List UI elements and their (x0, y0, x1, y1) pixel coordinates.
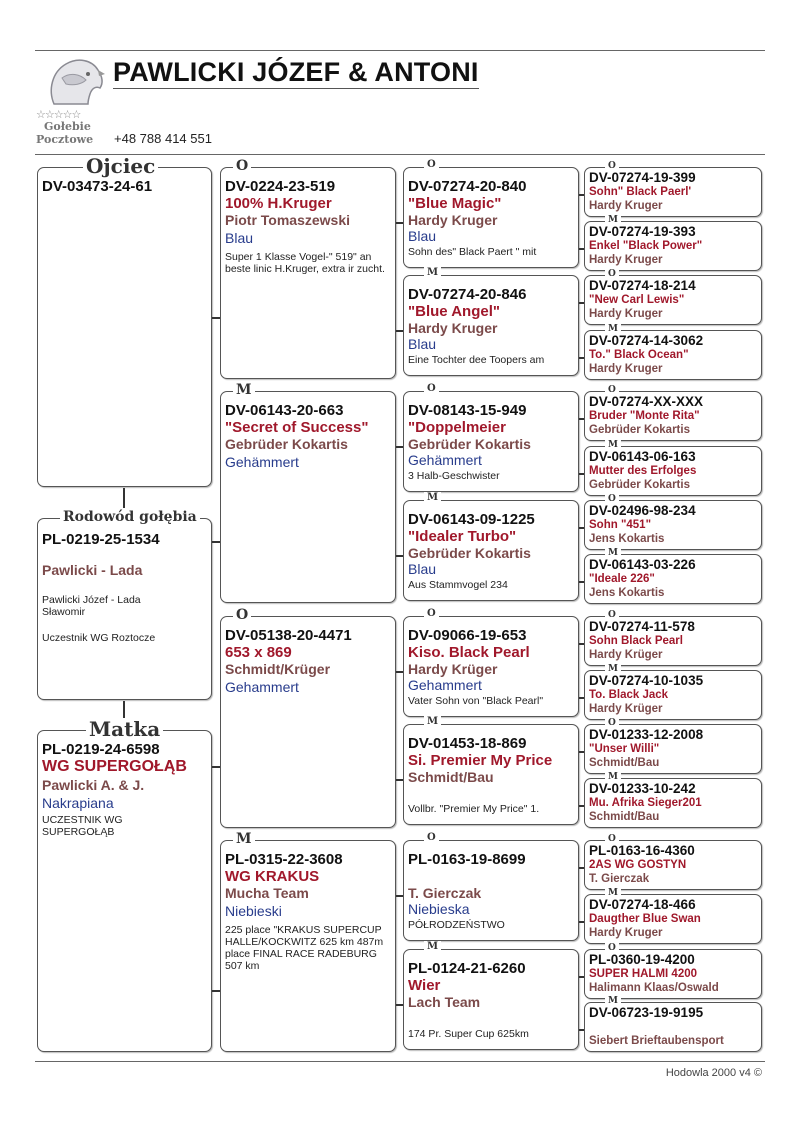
mother-legend: Matka (86, 718, 163, 740)
gen3-card[interactable] (403, 383, 579, 492)
connector (579, 194, 584, 196)
gen4-ring: DV-02496-98-234 (589, 503, 696, 518)
gen4-breeder: Halimann Klaas/Oswald (589, 982, 719, 994)
gen4-ring: PL-0163-16-4360 (589, 843, 695, 858)
gen3-color: Niebieska (408, 901, 470, 917)
gen3-color: Blau (408, 561, 437, 577)
sex-label: M (424, 716, 441, 728)
subject-owner: Pawlicki Józef - Lada Sławomir (42, 594, 141, 618)
gen3-breeder: Schmidt/Bau (408, 769, 494, 785)
gen3-card[interactable] (403, 267, 579, 376)
gen2-color: Gehämmert (225, 454, 299, 470)
gen4-ring: DV-07274-11-578 (589, 619, 695, 634)
gen3-color: Gehammert (408, 677, 482, 693)
gen2-note: 225 place "KRAKUS SUPERCUP HALLE/KOCKWITZ 625 km 487m place FINAL RACE RADEBURG 507 km (225, 924, 384, 972)
gen3-name: "Blue Angel" (408, 303, 501, 320)
gen4-ring: DV-07274-18-466 (589, 897, 696, 912)
gen4-ring: DV-07274-XX-XXX (589, 394, 704, 409)
sex-label: O (424, 608, 439, 620)
sex-label: O (424, 159, 439, 171)
connector (212, 317, 220, 319)
gen2-breeder: Mucha Team (225, 885, 309, 901)
connector (579, 527, 584, 529)
gen3-color: Gehämmert (408, 452, 482, 468)
connector (123, 488, 125, 508)
gen4-breeder: Hardy Kruger (589, 927, 663, 939)
gen3-card[interactable] (403, 941, 579, 1050)
gen3-name: Si. Premier My Price (408, 752, 553, 769)
gen4-card[interactable] (584, 324, 762, 380)
gen2-ring: DV-05138-20-4471 (225, 627, 352, 644)
connector (396, 779, 403, 781)
connector (396, 330, 403, 332)
gen3-note: Vollbr. "Premier My Price" 1. (408, 803, 540, 815)
gen4-card[interactable] (584, 269, 762, 325)
gen2-note: Super 1 Klasse Vogel-" 519" an beste linic H.Kruger, extra ir zucht. (225, 251, 385, 275)
gen4-name: "Unser Willi" (589, 743, 660, 755)
gen4-card[interactable] (584, 440, 762, 496)
connector (212, 541, 220, 543)
gen2-name: "Secret of Success" (225, 419, 369, 436)
gen4-breeder: Hardy Kruger (589, 308, 663, 320)
gen4-name: Sohn" Black Paerl' (589, 186, 692, 198)
gen3-breeder: Gebrüder Kokartis (408, 545, 531, 561)
gen4-card[interactable] (584, 943, 762, 999)
connector (579, 697, 584, 699)
gen4-breeder: Gebrüder Kokartis (589, 479, 690, 491)
mother-note: UCZESTNIK WG SUPERGOŁĄB (42, 814, 123, 838)
gen2-color: Blau (225, 230, 254, 246)
gen4-name: "Ideale 226" (589, 573, 655, 585)
sex-label: O (605, 943, 619, 953)
gen4-name: Mutter des Erfolges (589, 465, 697, 477)
gen2-name: 100% H.Kruger (225, 195, 332, 212)
gen3-card[interactable] (403, 716, 579, 825)
pigeon-head-icon (44, 54, 106, 106)
connector (579, 418, 584, 420)
page-title: PAWLICKI JÓZEF & ANTONI (113, 57, 479, 87)
gen4-breeder: Gebrüder Kokartis (589, 424, 690, 436)
gen3-color (408, 1010, 575, 1026)
sex-label: O (233, 607, 251, 623)
connector (579, 248, 584, 250)
connector (579, 805, 584, 807)
connector (579, 357, 584, 359)
gen3-ring: DV-07274-20-840 (408, 178, 527, 195)
gen3-name: Wier (408, 977, 441, 994)
sex-label: O (424, 832, 439, 844)
gen2-breeder: Piotr Tomaszewski (225, 212, 351, 228)
gen4-breeder: Jens Kokartis (589, 587, 665, 599)
gen3-color: Blau (408, 228, 437, 244)
gen2-card[interactable] (220, 831, 396, 1052)
gen4-name: Bruder "Monte Rita" (589, 410, 700, 422)
mother-ring: PL-0219-24-6598 (42, 741, 160, 758)
gen4-card[interactable] (584, 494, 762, 550)
sex-label: M (605, 324, 621, 334)
gen4-breeder: Hardy Krüger (589, 703, 663, 715)
gen4-ring: DV-01233-10-242 (589, 781, 696, 796)
subject-note: Uczestnik WG Roztocze (42, 632, 156, 644)
sex-label: M (605, 996, 621, 1006)
connector (396, 671, 403, 673)
gen3-ring: DV-01453-18-869 (408, 735, 527, 752)
gen3-name (408, 868, 575, 885)
gen2-card[interactable] (220, 607, 396, 828)
gen2-breeder: Gebrüder Kokartis (225, 436, 348, 452)
gen2-breeder: Schmidt/Krüger (225, 661, 331, 677)
gen4-card[interactable] (584, 834, 762, 890)
gen3-ring: PL-0163-19-8699 (408, 851, 526, 868)
gen4-ring: DV-07274-10-1035 (589, 673, 704, 688)
gen4-card[interactable] (584, 385, 762, 441)
gen4-name: Mu. Afrika Sieger201 (589, 797, 702, 809)
gen2-ring: DV-06143-20-663 (225, 402, 344, 419)
gen4-breeder: Hardy Kruger (589, 200, 663, 212)
gen2-ring: PL-0315-22-3608 (225, 851, 343, 868)
sex-label: O (605, 385, 619, 395)
sex-label: M (233, 382, 255, 398)
gen3-ring: DV-06143-09-1225 (408, 511, 535, 528)
connector (396, 895, 403, 897)
gen3-note: Eine Tochter dee Toopers am (408, 354, 545, 366)
subject-breeder: Pawlicki - Lada (42, 562, 143, 578)
gen4-card[interactable] (584, 610, 762, 666)
connector (579, 581, 584, 583)
gen4-name: To. Black Jack (589, 689, 669, 701)
connector (396, 1004, 403, 1006)
gen4-breeder: Hardy Kruger (589, 254, 663, 266)
gen4-ring: DV-07274-18-214 (589, 278, 696, 293)
footer-rule (35, 1061, 765, 1062)
sex-label: M (605, 215, 621, 225)
gen4-breeder: Hardy Kruger (589, 363, 663, 375)
gen4-ring: DV-07274-19-393 (589, 224, 696, 239)
gen3-note: Sohn des" Black Paert " mit (408, 246, 537, 258)
gen4-card[interactable] (584, 664, 762, 720)
father-card[interactable] (37, 154, 212, 487)
gen4-breeder: Jens Kokartis (589, 533, 665, 545)
gen4-card[interactable] (584, 888, 762, 944)
gen4-ring: DV-06143-03-226 (589, 557, 696, 572)
gen4-name: SUPER HALMI 4200 (589, 968, 698, 980)
connector (579, 921, 584, 923)
gen2-color: Gehammert (225, 679, 299, 695)
connector (396, 446, 403, 448)
gen3-color: Blau (408, 336, 437, 352)
gen3-breeder: Hardy Krüger (408, 661, 498, 677)
connector (579, 473, 584, 475)
gen2-card[interactable] (220, 158, 396, 379)
gen3-name: "Idealer Turbo" (408, 528, 517, 545)
gen4-ring: DV-06143-06-163 (589, 449, 696, 464)
gen4-name: 2AS WG GOSTYN (589, 859, 687, 871)
gen2-card[interactable] (220, 382, 396, 603)
sex-label: M (605, 548, 621, 558)
gen3-card[interactable] (403, 492, 579, 601)
sex-label: O (424, 383, 439, 395)
gen3-breeder: Hardy Kruger (408, 212, 498, 228)
sex-label: O (605, 161, 619, 171)
sex-label: M (424, 941, 441, 953)
gen4-name: Daugther Blue Swan (589, 913, 701, 925)
mother-color: Nakrapiana (42, 795, 114, 811)
gen3-card[interactable] (403, 832, 579, 941)
sex-label: M (424, 492, 441, 504)
sex-label: O (233, 158, 251, 174)
gen4-name: Sohn Black Pearl (589, 635, 683, 647)
gen2-color: Niebieski (225, 903, 282, 919)
gen3-breeder: T. Gierczak (408, 885, 482, 901)
logo-line1: Gołebie (44, 120, 91, 133)
gen2-ring: DV-0224-23-519 (225, 178, 336, 195)
gen4-card[interactable] (584, 161, 762, 217)
gen4-ring: DV-06723-19-9195 (589, 1005, 704, 1020)
gen4-breeder: Hardy Krüger (589, 649, 663, 661)
father-legend: Ojciec (83, 155, 158, 177)
logo-stars: ☆☆☆☆☆ (36, 109, 81, 121)
gen4-ring: PL-0360-19-4200 (589, 952, 695, 967)
sex-label: M (424, 267, 441, 279)
gen4-breeder: Schmidt/Bau (589, 811, 660, 823)
sex-label: O (605, 269, 619, 279)
father-ring: DV-03473-24-61 (42, 178, 153, 195)
gen3-breeder: Gebrüder Kokartis (408, 436, 531, 452)
connector (212, 766, 220, 768)
gen3-note: 174 Pr. Super Cup 625km (408, 1028, 529, 1040)
connector (579, 643, 584, 645)
footer-credit: Hodowla 2000 v4 © (665, 1067, 762, 1079)
gen3-note: 3 Halb-Geschwister (408, 470, 500, 482)
mother-card[interactable] (37, 717, 212, 1052)
gen3-note: Vater Sohn von "Black Pearl" (408, 695, 544, 707)
connector (212, 990, 220, 992)
phone-number: +48 788 414 551 (114, 131, 212, 146)
gen3-name: "Doppelmeier (408, 419, 506, 436)
sex-label: O (605, 494, 619, 504)
gen3-ring: DV-09066-19-653 (408, 627, 527, 644)
gen4-card[interactable] (584, 215, 762, 271)
connector (396, 222, 403, 224)
connector (579, 867, 584, 869)
gen4-name: Enkel "Black Power" (589, 240, 703, 252)
gen4-ring: DV-01233-12-2008 (589, 727, 704, 742)
gen4-breeder: Siebert Brieftaubensport (589, 1035, 724, 1047)
sex-label: O (605, 610, 619, 620)
sex-label: M (605, 772, 621, 782)
gen3-ring: PL-0124-21-6260 (408, 960, 526, 977)
gen4-card[interactable] (584, 718, 762, 774)
gen4-breeder: T. Gierczak (589, 873, 650, 885)
connector (396, 555, 403, 557)
sex-label: M (605, 888, 621, 898)
gen4-card[interactable] (584, 996, 762, 1052)
gen3-note: PÓŁRODZEŃSTWO (408, 919, 505, 931)
gen4-ring: DV-07274-19-399 (589, 170, 696, 185)
gen3-breeder: Hardy Kruger (408, 320, 498, 336)
gen3-note: Aus Stammvogel 234 (408, 579, 508, 591)
connector (579, 751, 584, 753)
gen3-name: Kiso. Black Pearl (408, 644, 530, 661)
gen4-name: To." Black Ocean" (589, 349, 689, 361)
sex-label: O (605, 834, 619, 844)
logo (36, 54, 108, 149)
connector (579, 976, 584, 978)
gen3-ring: DV-07274-20-846 (408, 286, 527, 303)
gen3-card[interactable] (403, 159, 579, 268)
top-rule (35, 50, 765, 51)
sex-label: O (605, 718, 619, 728)
gen4-ring: DV-07274-14-3062 (589, 333, 704, 348)
subject-legend: Rodowód gołębia (60, 509, 200, 525)
gen2-name: WG KRAKUS (225, 868, 320, 885)
gen4-breeder: Schmidt/Bau (589, 757, 660, 769)
gen3-color (408, 785, 575, 801)
mother-breeder: Pawlicki A. & J. (42, 777, 145, 793)
gen3-ring: DV-08143-15-949 (408, 402, 527, 419)
gen3-name: "Blue Magic" (408, 195, 502, 212)
connector (579, 302, 584, 304)
gen2-name: 653 x 869 (225, 644, 292, 661)
subject-ring: PL-0219-25-1534 (42, 531, 160, 548)
gen3-breeder: Lach Team (408, 994, 481, 1010)
sex-label: M (605, 664, 621, 674)
gen4-card[interactable] (584, 772, 762, 828)
gen4-card[interactable] (584, 548, 762, 604)
sex-label: M (605, 440, 621, 450)
gen4-name (589, 1020, 758, 1034)
sex-label: M (233, 831, 255, 847)
gen3-card[interactable] (403, 608, 579, 717)
subject-card[interactable] (37, 509, 212, 700)
gen4-name: "New Carl Lewis" (589, 294, 685, 306)
logo-line2: Pocztowe (36, 133, 94, 146)
gen4-name: Sohn "451" (589, 519, 652, 531)
connector (579, 1029, 584, 1031)
mother-name: WG SUPERGOŁĄB (42, 758, 187, 775)
